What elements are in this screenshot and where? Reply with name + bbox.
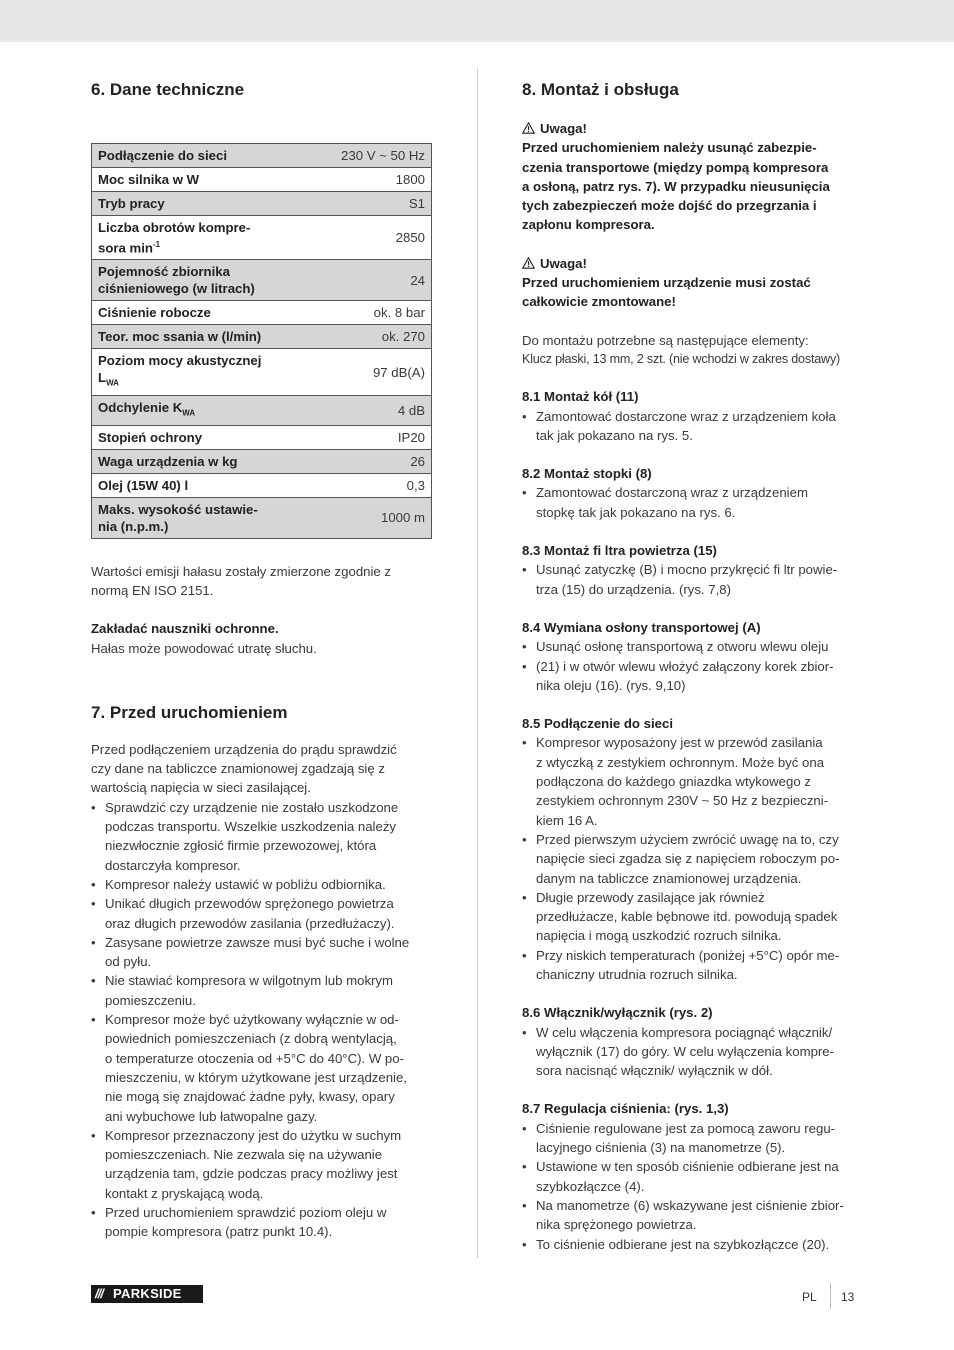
spec-label: Maks. wysokość ustawie- nia (n.p.m.): [92, 497, 312, 538]
spec-value: 2850: [311, 216, 431, 260]
emission-note: Wartości emisji hałasu zostały zmierzone zgodnie z normą EN ISO 2151.: [91, 563, 392, 598]
left-column: [91, 78, 432, 1242]
column-divider: [477, 68, 478, 1258]
spec-label: Podłączenie do sieci: [92, 144, 312, 168]
section-7-title: 7. Przed uruchomieniem: [91, 702, 288, 722]
spec-value: 1000 m: [311, 497, 431, 538]
subsection-title: 8.1 Montaż kół (11): [522, 389, 639, 405]
list-item: • Kompresor może być użytkowany wyłącznie w od- powiednich pomieszczeniach (z dobrą wentylacją, o temperaturze otoczenia od +5°C do 40°C). W po- mieszczeniu, w którym użytkowane jest urządzenie, nie mogą się znajdować żadne pyły, kwasy, opary ani wybuchowe lub łatwopalne gazy.: [91, 1010, 432, 1126]
spec-label: Liczba obrotów kompre- sora $\min^{-1}$: [92, 216, 312, 260]
warning-triangle-icon: [522, 122, 535, 134]
list-item: • Kompresor należy ustawić w pobliżu odbiornika.: [91, 875, 432, 894]
right-column: [522, 78, 867, 1254]
ear-protection-text: Hałas może powodować utratę słuchu.: [91, 640, 317, 656]
spec-label: Moc silnika w W: [92, 168, 312, 192]
list-item: • Unikać długich przewodów sprężonego powietrza oraz długich przewodów zasilania (przedłużaczy).: [91, 894, 432, 933]
spec-row: [92, 396, 432, 426]
spec-row: [92, 473, 432, 497]
section-7-bullets: [91, 798, 432, 1242]
spec-value: 230 V ~ 50 Hz: [311, 144, 431, 168]
list-item: • W celu włączenia kompresora pociągnąć włącznik/ wyłącznik (17) do góry. W celu wyłączenia kompre- sora nacisnąć włącznik/ wyłącznik w dół.: [522, 1023, 867, 1081]
spec-row: [92, 168, 432, 192]
spec-label: Odchylenie $K_{WA}$: [92, 396, 312, 426]
list-item: • Sprawdzić czy urządzenie nie zostało uszkodzone podczas transportu. Wszelkie uszkodzenia należy niezwłocznie zgłosić firmie przewozowej, która dostarczyła kompresor.: [91, 798, 432, 875]
spec-label: Ciśnienie robocze: [92, 301, 312, 325]
subsection-bullets: [522, 407, 867, 446]
spec-row: [92, 216, 432, 260]
parts-needed: Do montażu potrzebne są następujące elementy:: [522, 332, 809, 348]
spec-label: Olej (15W 40) l: [92, 473, 312, 497]
spec-value: 1800: [311, 168, 431, 192]
subsection-bullets: [522, 1023, 867, 1081]
subsection-title: 8.7 Regulacja ciśnienia: (rys. 1,3): [522, 1101, 729, 1117]
spec-value: 26: [311, 449, 431, 473]
list-item: • Ustawione w ten sposób ciśnienie odbierane jest na szybkozłączce (4).: [522, 1157, 867, 1196]
list-item: • To ciśnienie odbierane jest na szybkozłączce (20).: [522, 1235, 867, 1254]
spec-row: [92, 325, 432, 349]
warning-1-text: [522, 138, 867, 234]
subsection-title: 8.3 Montaż fi ltra powietrza (15): [522, 543, 717, 559]
list-item: • (21) i w otwór wlewu włożyć załączony korek zbior- nika oleju (16). (rys. 9,10): [522, 657, 867, 696]
warning-triangle-icon: [522, 257, 535, 269]
parkside-logo: /// PARKSIDE: [91, 1285, 203, 1303]
parts-list: Klucz płaski, 13 mm, 2 szt. (nie wchodzi w zakres dostawy): [522, 351, 841, 366]
subsection-title: 8.4 Wymiana osłony transportowej (A): [522, 619, 761, 635]
spec-row: [92, 144, 432, 168]
spec-value: S1: [311, 192, 431, 216]
list-item: • Kompresor przeznaczony jest do użytku w suchym pomieszczeniach. Nie zezwala się na używanie urządzenia tam, gdzie podczas pracy możliwy jest kontakt z pryskającą wodą.: [91, 1126, 432, 1203]
warning-2-heading: Uwaga!: [522, 254, 867, 273]
spec-value: IP20: [311, 425, 431, 449]
list-item: • Zamontować dostarczone wraz z urządzeniem koła tak jak pokazano na rys. 5.: [522, 407, 867, 446]
spec-label: Poziom mocy akustycznej $L_{WA}$: [92, 349, 312, 396]
subsection-bullets: [522, 560, 867, 599]
warning-1-heading: Uwaga!: [522, 119, 867, 138]
list-item: • Długie przewody zasilające jak również przedłużacze, kable bębnowe itd. powodują spadek napięcia i mogą uszkodzić rozruch silnika.: [522, 888, 867, 946]
assembly-subsections: [522, 387, 867, 1254]
spec-value: ok. 270: [311, 325, 431, 349]
spec-row: [92, 425, 432, 449]
spec-row: [92, 301, 432, 325]
warning-2-text: [522, 273, 867, 312]
list-item: • Kompresor wyposażony jest w przewód zasilania z wtyczką z zestykiem ochronnym. Może być ona podłączona do każdego gniazdka wtykowego z zestykiem ochronnym 230V ~ 50 Hz z bezpieczni- kiem 16 A.: [522, 733, 867, 829]
ear-protection-title: Zakładać nauszniki ochronne.: [91, 621, 279, 637]
spec-row: [92, 192, 432, 216]
language-code: PL: [802, 1290, 817, 1304]
list-item: • Nie stawiać kompresora w wilgotnym lub mokrym pomieszczeniu.: [91, 971, 432, 1010]
spec-row: [92, 497, 432, 538]
spec-value: ok. 8 bar: [311, 301, 431, 325]
spec-label: Stopień ochrony: [92, 425, 312, 449]
list-item: • Zamontować dostarczoną wraz z urządzeniem stopkę tak jak pokazano na rys. 6.: [522, 483, 867, 522]
list-item: • Usunąć zatyczkę (B) i mocno przykręcić fi ltr powie- trza (15) do urządzenia. (rys. 7,8): [522, 560, 867, 599]
warning-text: Przed uruchomieniem urządzenie musi zostać całkowicie zmontowane!: [522, 275, 811, 310]
spec-value: 24: [311, 260, 431, 301]
list-item: • Przy niskich temperaturach (poniżej +5°C) opór me- chaniczny utrudnia rozruch silnika.: [522, 946, 867, 985]
subsection-title: 8.5 Podłączenie do sieci: [522, 716, 673, 732]
list-item: • Ciśnienie regulowane jest za pomocą zaworu regu- lacyjnego ciśnienia (3) na manometrze (5).: [522, 1119, 867, 1158]
spec-table: [91, 143, 432, 539]
section-6-title: 6. Dane techniczne: [91, 80, 245, 99]
spec-value: 0,3: [311, 473, 431, 497]
list-item: • Zasysane powietrze zawsze musi być suche i wolne od pyłu.: [91, 933, 432, 972]
list-item: • Na manometrze (6) wskazywane jest ciśnienie zbior- nika sprężonego powietrza.: [522, 1196, 867, 1235]
subsection-bullets: [522, 733, 867, 984]
subsection-bullets: [522, 637, 867, 695]
spec-value: 4 dB: [311, 396, 431, 426]
page-number: 13: [841, 1290, 855, 1304]
list-item: • Usunąć osłonę transportową z otworu wlewu oleju: [522, 637, 867, 656]
section-8-title: 8. Montaż i obsługa: [522, 80, 679, 99]
warning-text: Przed uruchomieniem należy usunąć zabezpie- czenia transportowe (między pompą kompresora a osłoną, patrz rys. 7). W przypadku nieusunięcia tych zabezpieczeń może dojść do przegrzania i zapłonu kompresora.: [522, 140, 830, 233]
spec-label: Teor. moc ssania w (l/min): [92, 325, 312, 349]
footer-separator: [830, 1283, 831, 1309]
list-item: • Przed uruchomieniem sprawdzić poziom oleju w pompie kompresora (patrz punkt 10.4).: [91, 1203, 432, 1242]
spec-label: Waga urządzenia w kg: [92, 449, 312, 473]
spec-row: [92, 449, 432, 473]
page-top-band: [0, 0, 954, 42]
subsection-title: 8.2 Montaż stopki (8): [522, 466, 652, 482]
spec-row: [92, 260, 432, 301]
section-7-intro: Przed podłączeniem urządzenia do prądu sprawdzić czy dane na tabliczce znamionowej zgadzają się z wartością napięcia w sieci zasilającej.: [91, 741, 397, 796]
subsection-title: 8.6 Włącznik/wyłącznik (rys. 2): [522, 1005, 713, 1021]
subsection-bullets: [522, 1119, 867, 1254]
spec-value: 97 dB(A): [311, 349, 431, 396]
spec-label: Tryb pracy: [92, 192, 312, 216]
subsection-bullets: [522, 483, 867, 522]
spec-row: [92, 349, 432, 396]
list-item: • Przed pierwszym użyciem zwrócić uwagę na to, czy napięcie sieci zgadza się z napięciem roboczym po- danym na tabliczce znamionowej urządzenia.: [522, 830, 867, 888]
spec-label: Pojemność zbiornika ciśnieniowego (w litrach): [92, 260, 312, 301]
